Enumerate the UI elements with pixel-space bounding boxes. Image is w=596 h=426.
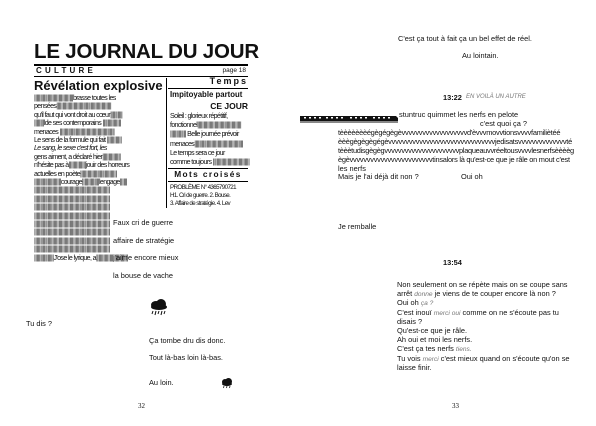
- weather-line: menaces||||||||||||||||||||||||||||||||||||||||: [170, 140, 243, 148]
- article-line: Le sens de la formule qui fait ||||||||||||: [34, 137, 122, 144]
- dialog-text: C'est ça tes nerfs: [397, 344, 456, 354]
- article-line: qu'il faut qui vont droit au cœur||||||||||: [34, 111, 123, 119]
- weather-line: Soleil : glorieux répétitif,: [170, 113, 228, 120]
- article-line: gens aiment, a déclaré hier|||||||||||||||: [34, 153, 121, 161]
- article-line: ||||||||||||||||||||||||||||||||||||||||||||||||||||||||||||||: [34, 212, 110, 220]
- poem-line-8: Au loin.: [149, 378, 174, 387]
- article-line: ||||||||||||||||J'ose le lyrique, a||||||||||||||||||||||||||: [34, 254, 128, 262]
- page-number-right: 33: [452, 402, 459, 410]
- dialog-line: [397, 317, 422, 326]
- top-line-1: C'est ça tout à fait ça un bel effet de réel.: [398, 34, 532, 43]
- article-line: ||||||||||||||||||||||||||||||||||||||||||||||||||||||||||||||: [34, 195, 110, 203]
- article-line: Le sang, le sexe c'est fort, les: [34, 145, 107, 153]
- dialog-text: Ah oui et moi les nerfs.: [397, 335, 473, 345]
- newspaper-masthead: LE JOURNAL DU JOUR: [34, 40, 259, 63]
- crossword-line: H1. Cri de guerre. 2. Bouse.: [170, 192, 231, 199]
- dialog-aside: ça ?: [420, 300, 434, 308]
- time-1: 13:22: [443, 93, 462, 102]
- train-line-5: tèèètudisgègègvvvvvvvvvvvvvvvvvvvvvvplaqueauvvréeltousvvvvlesnerfsèèèèg: [338, 146, 574, 155]
- dialog-aside: merci: [422, 355, 439, 363]
- dialog-text-rest: comme on ne s'écoute pas tu: [460, 307, 559, 317]
- tu-dis-line: Tu dis ?: [26, 319, 53, 328]
- train-line-4: èèègègègègégèvvvvvvvvvvvvvvvvvvvvvvvvvvvvvvvjedisatsvvvvvvvvvvvvvvté: [338, 137, 572, 146]
- dialog-line: [397, 326, 467, 335]
- article-line: pensées|||||||||||||||||||||||||||||||||||||||||||||: [34, 103, 112, 111]
- small-cloud-icon: [221, 376, 233, 388]
- rain-cloud-icon: [149, 298, 169, 318]
- train-line-6: ègèvvvvvvvvvvvvvvvvvvvvvvvvtinsalors là qu'est-ce que je râle on mout c'est: [338, 155, 570, 164]
- train-icon: [300, 110, 398, 118]
- dialog-text-rest: c'est mieux quand on s'écoute qu'on se: [438, 353, 570, 363]
- section-label: CULTURE: [36, 66, 97, 75]
- dialog-text-rest: je viens de te couper encore là non ?: [432, 289, 556, 299]
- poem-line-3: j'aime encore mieux: [113, 253, 179, 262]
- remballe-line: Je remballe: [338, 222, 377, 231]
- weather-headline-2: CE JOUR: [210, 101, 248, 111]
- crossword-title: Mots croisés: [174, 169, 242, 179]
- article-line: menaces |||||||||||||||||||||||||||||||||||||||||||||: [34, 128, 115, 136]
- dialog-text: arrêt: [397, 289, 415, 299]
- dialog-text: Tu vois: [397, 353, 423, 363]
- time-2: 13:54: [443, 258, 462, 267]
- poem-line-6: Ça tombe dru dis donc.: [149, 336, 226, 345]
- right-page: [298, 0, 596, 426]
- dialog-line: [397, 335, 472, 344]
- newspaper-headline: Révélation explosive: [34, 78, 163, 93]
- weather-headline: Impitoyable partout: [170, 90, 243, 99]
- dialog-text: disais ?: [397, 316, 423, 326]
- article-line: ||||||||||||||||||||||||||||||||||||||||||||||||||||||||||||||: [34, 221, 110, 228]
- crossword-body: [170, 184, 248, 210]
- article-line: ||||||||||||||||||||||||||||||||||||||||||||||||||||||||||||||: [34, 237, 110, 245]
- train-line-3: tèèèèèèèégègégègèvvvvvvvvvvvvvvvvvvvd'èvvvmovvtionsvvvvfamiliètéé: [338, 128, 561, 137]
- train-line-1: stuntruc quimmet les nerfs en pelote: [399, 110, 519, 119]
- dialog-line: [397, 280, 568, 289]
- dialog-text: Qu'est-ce que je râle.: [397, 326, 468, 335]
- dialog-aside: merci oui: [433, 309, 461, 317]
- article-line: actuelles en poète||||||||||||||||||||||||||||||: [34, 170, 117, 178]
- weather-body: [170, 112, 248, 168]
- weather-line: fonctionnel||||||||||||||||||||||||||||||||||||: [170, 122, 242, 130]
- weather-rule: [168, 88, 248, 89]
- weather-line: comme toujours ||||||||||||||||||||||||||||||: [170, 159, 250, 166]
- poem-line-4: la bouse de vache: [113, 271, 173, 280]
- article-line: n'hésite pas à||||||||||||||jouir des horreurs: [34, 162, 130, 170]
- time-1-note: EN VOILÀ UN AUTRE: [466, 94, 526, 100]
- dialog-text: Oui oh: [397, 298, 421, 308]
- weather-title: Temps: [209, 76, 248, 86]
- question-line: Mais je l'ai déjà dit non ?: [338, 172, 419, 181]
- article-line: ||||||||||||||||||||||||||||||||||||||||||||||||||||||||||||||: [34, 187, 110, 195]
- crossword-rule-bottom: [168, 181, 248, 182]
- dialog-line: [397, 363, 432, 372]
- weather-line: Le temps sera ce jour: [170, 149, 225, 157]
- article-line: ||||||||||||||||||||||||||||||||||||||||||||||||||||||||||||||: [34, 204, 110, 212]
- dialog-aside: tiens.: [455, 346, 472, 354]
- train-line-7: les nerfs: [338, 164, 366, 173]
- dialog-block: [397, 280, 587, 380]
- poem-line-7: Tout là-bas loin là-bas.: [149, 353, 223, 362]
- dialog-text: Non seulement on se répète mais on se coupe sans: [397, 280, 568, 289]
- poem-line-2: affaire de stratégie: [113, 236, 175, 245]
- crossword-line: PROBLÈME N° 4365790721: [170, 184, 236, 191]
- dialog-aside: donne: [414, 291, 433, 299]
- article-line: ||||||||||||||||||||||||||||||||brasse toutes les: [34, 95, 116, 102]
- page-label: page 18: [222, 67, 246, 74]
- dialog-text: C'est inouï: [397, 307, 434, 317]
- question-answer: Oui oh: [461, 172, 483, 181]
- train-line-2: c'est quoi ça ?: [480, 119, 528, 128]
- article-line: ||||||||lde ses contemporains |||||||||||||||: [34, 120, 121, 128]
- article-line: ||||||||||||||||||||||||||||||||||||||||||||||||||||||||||||||: [34, 229, 110, 237]
- page-number-left: 32: [138, 402, 145, 410]
- weather-line: ||||||||||||| Belle journée prévoir: [170, 131, 239, 139]
- article-line: ||||||||||||||||||||||||||||||||||||||||||||||||||||||||||||||: [34, 246, 110, 254]
- column-divider: [166, 78, 167, 208]
- crossword-line: 3. Affaire de stratégie. 4. Lev: [170, 200, 231, 207]
- top-line-2: Au lointain.: [462, 51, 499, 60]
- dialog-text: laisse finir.: [397, 362, 432, 372]
- article-line: ||||||||||||||||||||||courage||||||||||||||lengage||||||: [34, 179, 127, 186]
- poem-line-1: Faux cri de guerre: [113, 218, 173, 227]
